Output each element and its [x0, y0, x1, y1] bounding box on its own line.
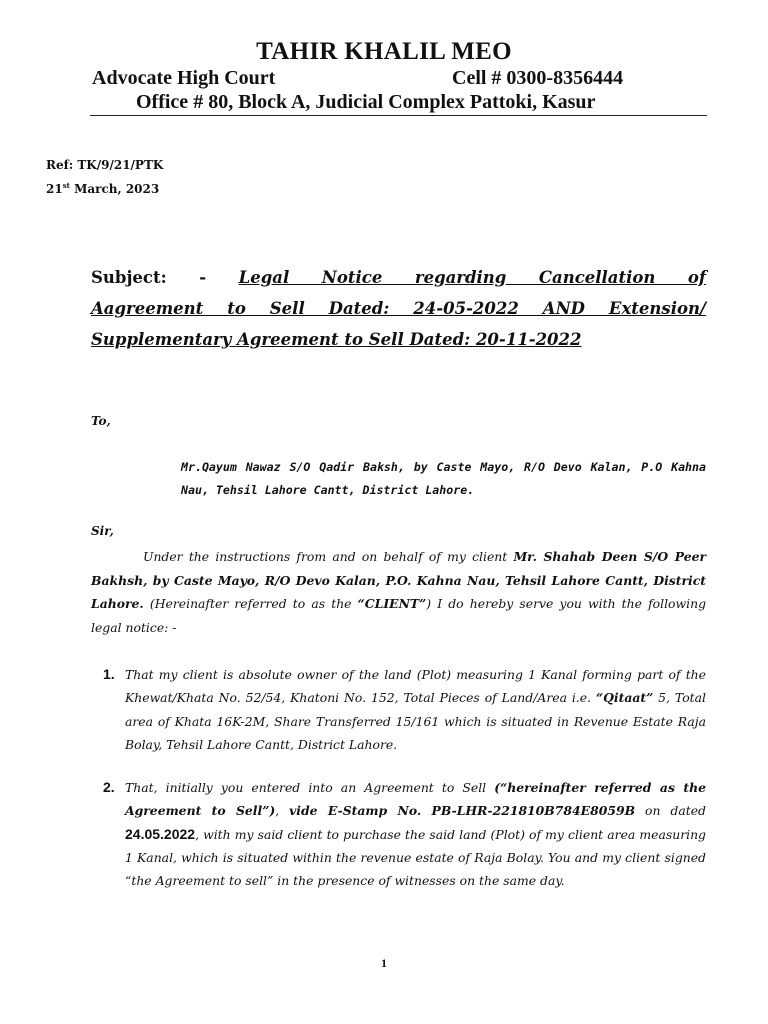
point-2-text-3: on dated — [635, 803, 706, 819]
subject-line-3: Supplementary Agreement to Sell Dated: 20-11-2022 — [91, 330, 582, 349]
point-1-text-1: That my client is absolute owner of the land (Plot) measuring 1 Kanal forming part of the Khewat/Khata No. 52/54, Khatoni No. 152, Total Pieces of Land/Area i.e. — [125, 667, 706, 706]
to-label: To, — [91, 414, 111, 428]
advocate-cell: Cell # 0300-8356444 — [452, 67, 624, 89]
point-text — [125, 776, 706, 892]
intro-text-2: (Hereinafter referred to as the — [143, 596, 358, 611]
subject-line-1 — [91, 262, 706, 293]
numbered-point — [91, 663, 706, 756]
point-number: 1. — [103, 666, 115, 682]
intro-text-3: ) I do hereby serve you with the following legal notice: - — [91, 596, 706, 635]
page-number: 1 — [381, 956, 387, 970]
subject-block — [91, 262, 706, 355]
advocate-name: TAHIR KHALIL MEO — [256, 38, 512, 65]
recipient-address: Mr.Qayum Nawaz S/O Qadir Baksh, by Caste Mayo, R/O Devo Kalan, P.O Kahna Nau, Tehsil Lahore Cantt, District Lahore. — [181, 460, 706, 497]
point-1-bold-1: “Qitaat” — [595, 690, 654, 706]
point-text — [125, 663, 706, 756]
date-rest: March, 2023 — [69, 182, 160, 196]
date-suffix: st — [62, 181, 70, 190]
subject-text-1: Legal Notice regarding Cancellation of — [238, 268, 707, 287]
office-address: Office # 80, Block A, Judicial Complex Pattoki, Kasur — [136, 91, 596, 113]
intro-text-1: Under the instructions from and on behalf of my client — [143, 549, 514, 564]
client-term: “CLIENT” — [357, 596, 427, 611]
letterhead-row — [92, 67, 672, 90]
point-1-text-2: 5, Total area of Khata 16K-2M, Share Transferred 15/161 which is situated in Revenue Estate Raja Bolay, Tehsil Lahore Cantt, District Lahore. — [125, 690, 707, 752]
intro-paragraph — [91, 545, 706, 639]
subject-line-2: Aagreement to Sell Dated: 24-05-2022 AND Extension/ — [91, 299, 706, 318]
point-2-date: 24.05.2022 — [125, 825, 196, 842]
point-2-estamp: vide E-Stamp No. PB-LHR-221810B784E8059B — [289, 803, 636, 819]
point-2-bold-1: (“hereinafter referred as the Agreement to Sell”) — [125, 780, 707, 819]
reference-number: Ref: TK/9/21/PTK — [46, 158, 164, 172]
letter-date — [46, 181, 159, 196]
advocate-title: Advocate High Court — [92, 67, 276, 89]
subject-dash: - — [166, 268, 207, 287]
point-2-text-4: , with my said client to purchase the said land (Plot) of my client area measuring 1 Kanal, which is situated within the revenue estate of Raja Bolay. You and my client signed “the Agreement to sell” in the presence of witnesses on the same day. — [125, 826, 706, 889]
numbered-point — [91, 776, 706, 892]
salutation: Sir, — [91, 524, 114, 538]
subject-label: Subject: — [91, 268, 167, 287]
point-number: 2. — [103, 779, 115, 795]
point-2-text-1: That, initially you entered into an Agreement to Sell — [125, 780, 495, 795]
point-2-text-2: , — [275, 803, 290, 819]
client-name: Mr. Shahab Deen S/O Peer Bakhsh, by Caste Mayo, R/O Devo Kalan, P.O. Kahna Nau, Tehsil Lahore Cantt, District Lahore. — [91, 549, 706, 611]
letterhead-divider — [90, 115, 707, 116]
date-day: 21 — [46, 182, 63, 196]
